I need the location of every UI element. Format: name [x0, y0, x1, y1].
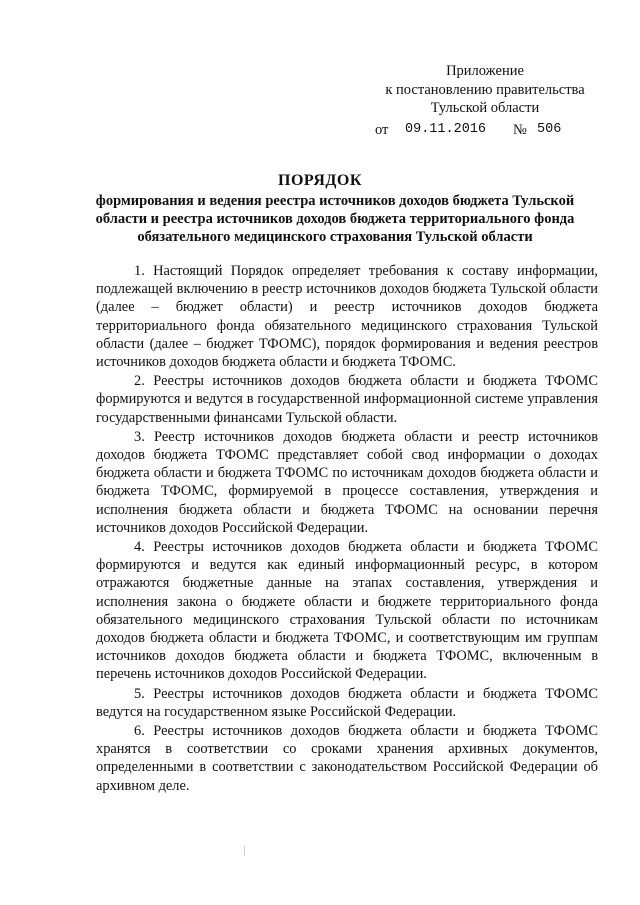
number-sign: №	[513, 122, 527, 138]
document-body	[96, 262, 598, 796]
resolution-reference: к постановлению правительства	[385, 81, 585, 98]
appendix-header	[360, 62, 610, 118]
paragraph-3: 3. Реестр источников доходов бюджета области и реестр источников доходов бюджета ТФОМС представляет собой свод информации о доходах бюджета области и бюджета ТФОМС по источникам доходов бюджета области и бюджета ТФОМС, формируемой в процессе составления, утверждения и исполнения бюджета области и бюджета ТФОМС на основании перечня источников доходов Российской Федерации.	[96, 428, 598, 536]
paragraph-1: 1. Настоящий Порядок определяет требования к составу информации, подлежащей включению в реестр источников доходов бюджета Тульской области (далее – бюджет области) и реестр источников доходов бюджета территориального фонда обязательного медицинского страхования Тульской области (далее – бюджет ТФОМС), порядок формирования и ведения реестров источников доходов бюджета области и бюджета ТФОМС.	[96, 263, 598, 371]
region-name: Тульской области	[430, 100, 540, 116]
document-title: ПОРЯДОК	[278, 172, 362, 189]
document-number: 506	[537, 122, 562, 137]
paragraph-4: 4. Реестры источников доходов бюджета области и бюджета ТФОМС формируются и ведутся как единый информационный ресурс, в котором отражаются бюджетные данные на этапах составления, утверждения и исполнения закона о бюджете области и бюджете территориального фонда обязательного медицинского страхования Тульской области по источникам доходов бюджета области и бюджета ТФОМС, и соответствующим им группам источников доходов бюджета области и бюджета ТФОМС, включенным в перечень источников доходов Российской Федерации.	[96, 539, 598, 683]
paragraph-5: 5. Реестры источников доходов бюджета области и бюджета ТФОМС ведутся на государственном языке Российской Федерации.	[96, 685, 598, 720]
paragraph-2: 2. Реестры источников доходов бюджета области и бюджета ТФОМС формируются и ведутся в государственной информационной системе управления государственными финансами Тульской области.	[96, 373, 598, 426]
from-label: от	[375, 122, 389, 138]
document-date: 09.11.2016	[405, 122, 487, 137]
scan-artifact-mark	[244, 846, 245, 856]
appendix-label: Приложение	[446, 63, 524, 79]
paragraph-6: 6. Реестры источников доходов бюджета области и бюджета ТФОМС хранятся в соответствии со сроками хранения архивных документов, определенными в соответствии с законодательством Российской Федерации об архивном деле.	[96, 723, 598, 794]
document-subtitle: формирования и ведения реестра источников доходов бюджета Тульской области и реестра источников доходов бюджета территориального фонда обязательного медицинского страхования Тульской области	[95, 193, 575, 245]
